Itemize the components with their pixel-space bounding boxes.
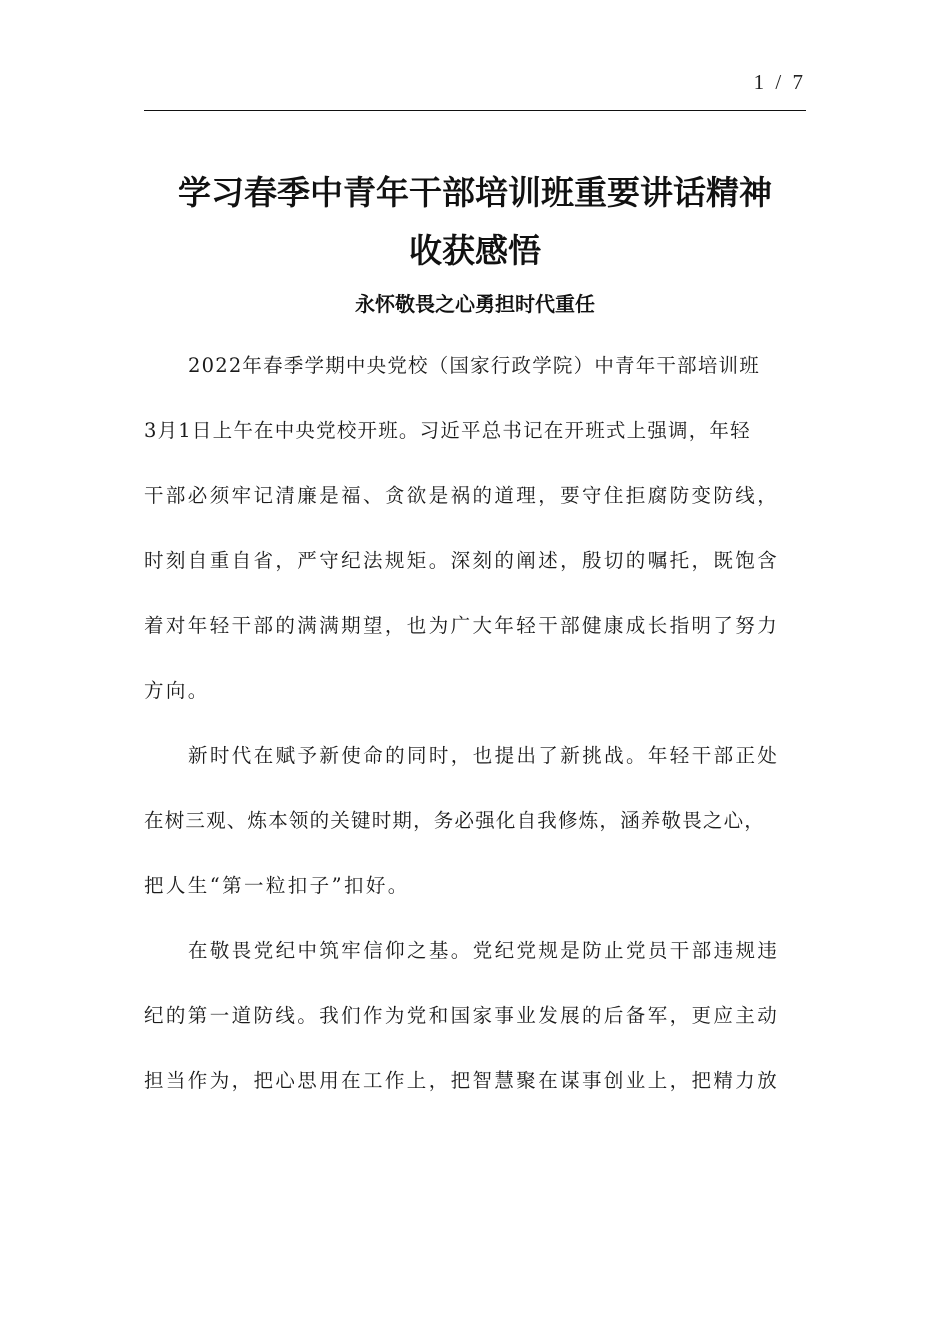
header-rule [144,110,806,111]
paragraph-line: 着对年轻干部的满满期望，也为广大年轻干部健康成长指明了努力 [144,614,780,637]
paragraph-line: 3月1日上午在中央党校开班。习近平总书记在开班式上强调，年轻 [144,419,751,442]
page-number: 1 / 7 [753,70,806,94]
paragraph-line: 时刻自重自省，严守纪法规矩。深刻的阐述，殷切的嘱托，既饱含 [144,549,780,572]
paragraph-line: 干部必须牢记清廉是福、贪欲是祸的道理，要守住拒腐防变防线， [144,484,780,507]
title-line: 学习春季中青年干部培训班重要讲话精神 [178,173,772,212]
paragraph-line: 在树三观、炼本领的关键时期，务必强化自我修炼，涵养敬畏之心， [144,809,766,832]
paragraph-line: 新时代在赋予新使命的同时，也提出了新挑战。年轻干部正处 [188,744,780,767]
document-title [140,164,810,280]
paragraph-line: 担当作为，把心思用在工作上，把智慧聚在谋事创业上，把精力放 [144,1069,780,1092]
document-body [144,345,808,1125]
document-subtitle: 永怀敬畏之心勇担时代重任 [355,292,595,316]
paragraph-line: 2022年春季学期中央党校（国家行政学院）中青年干部培训班 [188,354,760,377]
paragraph [144,735,808,930]
title-line: 收获感悟 [409,231,541,270]
paragraph-line: 纪的第一道防线。我们作为党和国家事业发展的后备军，更应主动 [144,1004,780,1027]
paragraph [144,930,808,1125]
paragraph-line: 在敬畏党纪中筑牢信仰之基。党纪党规是防止党员干部违规违 [188,939,780,962]
paragraph [144,345,808,735]
paragraph-line: 把人生“第一粒扣子”扣好。 [144,874,410,897]
paragraph-line: 方向。 [144,679,210,702]
